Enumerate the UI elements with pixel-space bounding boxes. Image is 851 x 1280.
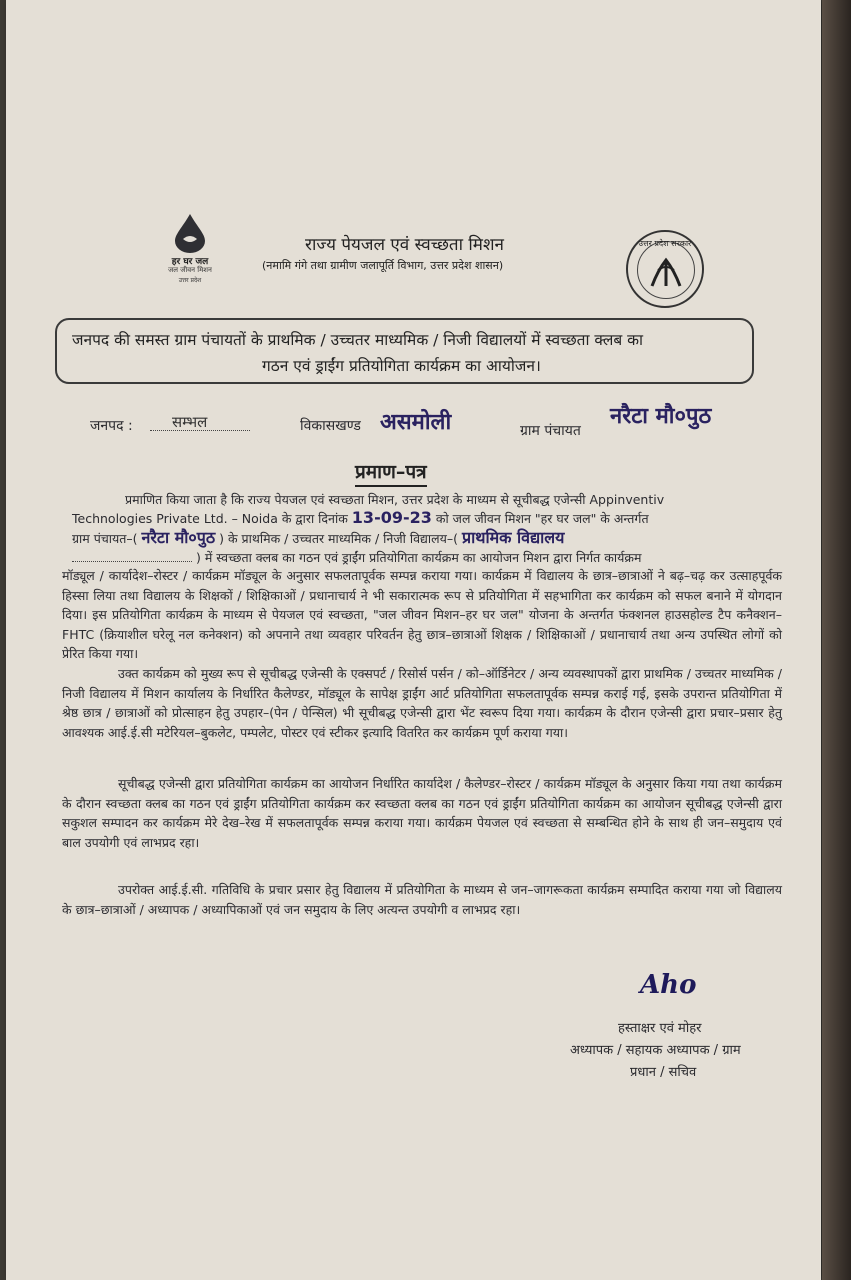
mission-title: राज्य पेयजल एवं स्वच्छता मिशन xyxy=(305,235,504,255)
date-value: 13-09-23 xyxy=(351,508,432,527)
seal-text: उत्तर प्रदेश सरकार xyxy=(638,239,692,248)
block-value: असमोली xyxy=(380,410,452,435)
signature-mark: Aho xyxy=(640,970,697,1000)
up-government-seal xyxy=(626,230,704,308)
gp-value: नरैटा मौ०पुठ xyxy=(141,528,216,547)
banner-line-2: गठन एवं ड्राईंग प्रतियोगिता कार्यक्रम का आयोजन। xyxy=(262,357,541,375)
fish-emblem-icon xyxy=(646,256,686,290)
para1-line-f xyxy=(72,548,792,567)
school-dots xyxy=(72,561,192,562)
para3-body: सूचीबद्ध एजेन्सी द्वारा प्रतियोगिता कार्यक्रम का आयोजन निर्धारित कार्यादेश / कैलेण्डर–रोस्टर / कार्यक्रम मॉड्यूल के अनुसार किया गया तथा कार्यक्रम के दौरान स्वच्छता क्लब का गठन एवं ड्राईंग प्रतियोगिता कार्यक्रम कर स्वच्छता क्लब का गठन एवं ड्राईंग प्रतियोगिता कार्यक्रम का आयोजन सूचीबद्ध एजेन्सी द्वारा सकुशल सम्पादन कर कार्यक्रम मेरे देख–रेख में सफलतापूर्वक सम्पन्न कराया गया। कार्यक्रम पेयजल एवं स्वच्छता से सम्बन्धित होने के साथ ही जन–समुदाय एवं बाल उपयोगी एवं लाभप्रद रहा। xyxy=(62,776,782,850)
logo-caption-1: हर घर जल xyxy=(171,257,209,267)
para1-line-a: प्रमाणित किया जाता है कि राज्य पेयजल एवं स्वच्छता मिशन, उत्तर प्रदेश के माध्यम से सूचीबद्ध एजेन्सी Appinventiv xyxy=(125,492,665,507)
block-label: विकासखण्ड xyxy=(300,418,361,434)
school-value: प्राथमिक विद्यालय xyxy=(461,528,565,547)
logo-caption-2: जल जीवन मिशन xyxy=(168,266,212,274)
water-drop-icon xyxy=(170,212,210,254)
jal-jeevan-logo xyxy=(160,212,220,292)
panchayat-label: ग्राम पंचायत xyxy=(520,423,581,439)
para2-body: उक्त कार्यक्रम को मुख्य रूप से सूचीबद्ध एजेन्सी के एक्सपर्ट / रिसोर्स पर्सन / को–ऑर्डिनेटर / अन्य व्यवस्थापकों द्वारा प्राथमिक / उच्चतर माध्यमिक / निजी विद्यालय में मिशन कार्यालय के निर्धारित कैलेण्डर, मॉड्यूल के सापेक्ष ड्राईंग आर्ट प्रतियोगिता सफलतापूर्वक सम्पन्न कराई गई, इसके उपरान्त प्रतियोगिता में श्रेष्ठ छात्र / छात्राओं को प्रोत्साहन हेतु उपहार–(पेन / पेन्सिल) भी सूचीबद्ध एजेन्सी द्वारा भेंट स्वरूप दिया गया। कार्यक्रम के दौरान एजेन्सी द्वारा प्रचार–प्रसार हेतु आवश्यक आई.ई.सी मटेरियल–बुकलेट, पम्पलेट, पोस्टर एवं स्टीकर इत्यादि वितरित कर कार्यक्रम पूर्ण कराया गया। xyxy=(62,666,782,740)
para1-line-d xyxy=(72,528,792,548)
background-edge xyxy=(822,0,851,1280)
certificate-title: प्रमाण–पत्र xyxy=(355,458,427,487)
para1-line-b xyxy=(72,508,792,528)
para4-body: उपरोक्त आई.ई.सी. गतिविधि के प्रचार प्रसार हेतु विद्यालय में प्रतियोगिता के माध्यम से जन–जागरूकता कार्यक्रम सम्पादित कराया गया जो विद्यालय के छात्र–छात्राओं / अध्यापक / अध्यापिकाओं एवं जन समुदाय के लिए अत्यन्त उपयोगी व लाभप्रद रहा। xyxy=(62,882,782,917)
para1-text-f: ) में स्वच्छता क्लब का गठन एवं ड्राईंग प्रतियोगिता कार्यक्रम का आयोजन मिशन द्वारा निर्गत कार्यक्रम xyxy=(195,550,642,565)
para1-body: मॉड्यूल / कार्यादेश–रोस्टर / कार्यक्रम मॉड्यूल के अनुसार सफलतापूर्वक सम्पन्न कराया गया। कार्यक्रम में विद्यालय के छात्र–छात्राओं ने बढ़–चढ़ कर उत्साहपूर्वक हिस्सा लिया तथा विद्यालय के शिक्षकों / शिक्षिकाओं / प्रधानाचार्य ने भी सकारात्मक रूप से प्रतियोगिता में सहभागिता कर कार्यक्रम को सफल बनाने में योगदान दिया। इस प्रतियोगिता कार्यक्रम के माध्यम से पेयजल एवं स्वच्छता, "जल जीवन मिशन–हर घर जल" योजना के अन्तर्गत फंक्शनल हाउसहोल्ड टैप कनैक्शन–FHTC (क्रियाशील घरेलू नल कनेक्शन) को अपनाने तथा व्यवहार परिवर्तन हेतु छात्र–छात्राओं शिक्षक / शिक्षिकाओं / प्रधानाचार्य तथा अन्य उपस्थित लोगों को प्रेरित किया गया। xyxy=(62,568,782,662)
para1-text-e: ) के प्राथमिक / उच्चतर माध्यमिक / निजी विद्यालय–( xyxy=(219,531,458,546)
mission-subtitle: (नमामि गंगे तथा ग्रामीण जलापूर्ति विभाग, उत्तर प्रदेश शासन) xyxy=(262,259,504,272)
signature-label: हस्ताक्षर एवं मोहर xyxy=(618,1021,702,1036)
para1-text-b: Technologies Private Ltd. – Noida के द्वारा दिनांक xyxy=(72,511,348,526)
banner-line-1: जनपद की समस्त ग्राम पंचायतों के प्राथमिक / उच्चतर माध्यमिक / निजी विद्यालयों में स्वच्छता क्लब का xyxy=(72,331,644,349)
district-value: सम्भल xyxy=(172,413,208,431)
signatory-designation-2: प्रधान / सचिव xyxy=(630,1065,697,1080)
district-label: जनपद : xyxy=(90,418,133,434)
panchayat-value: नरैटा मौ०पुठ xyxy=(610,404,712,429)
para1-text-c: को जल जीवन मिशन "हर घर जल" के अन्तर्गत xyxy=(435,511,649,526)
signatory-designation: अध्यापक / सहायक अध्यापक / ग्राम xyxy=(570,1043,741,1058)
logo-caption-3: उत्तर प्रदेश xyxy=(178,277,202,284)
para1-text-d: ग्राम पंचायत–( xyxy=(72,531,138,546)
